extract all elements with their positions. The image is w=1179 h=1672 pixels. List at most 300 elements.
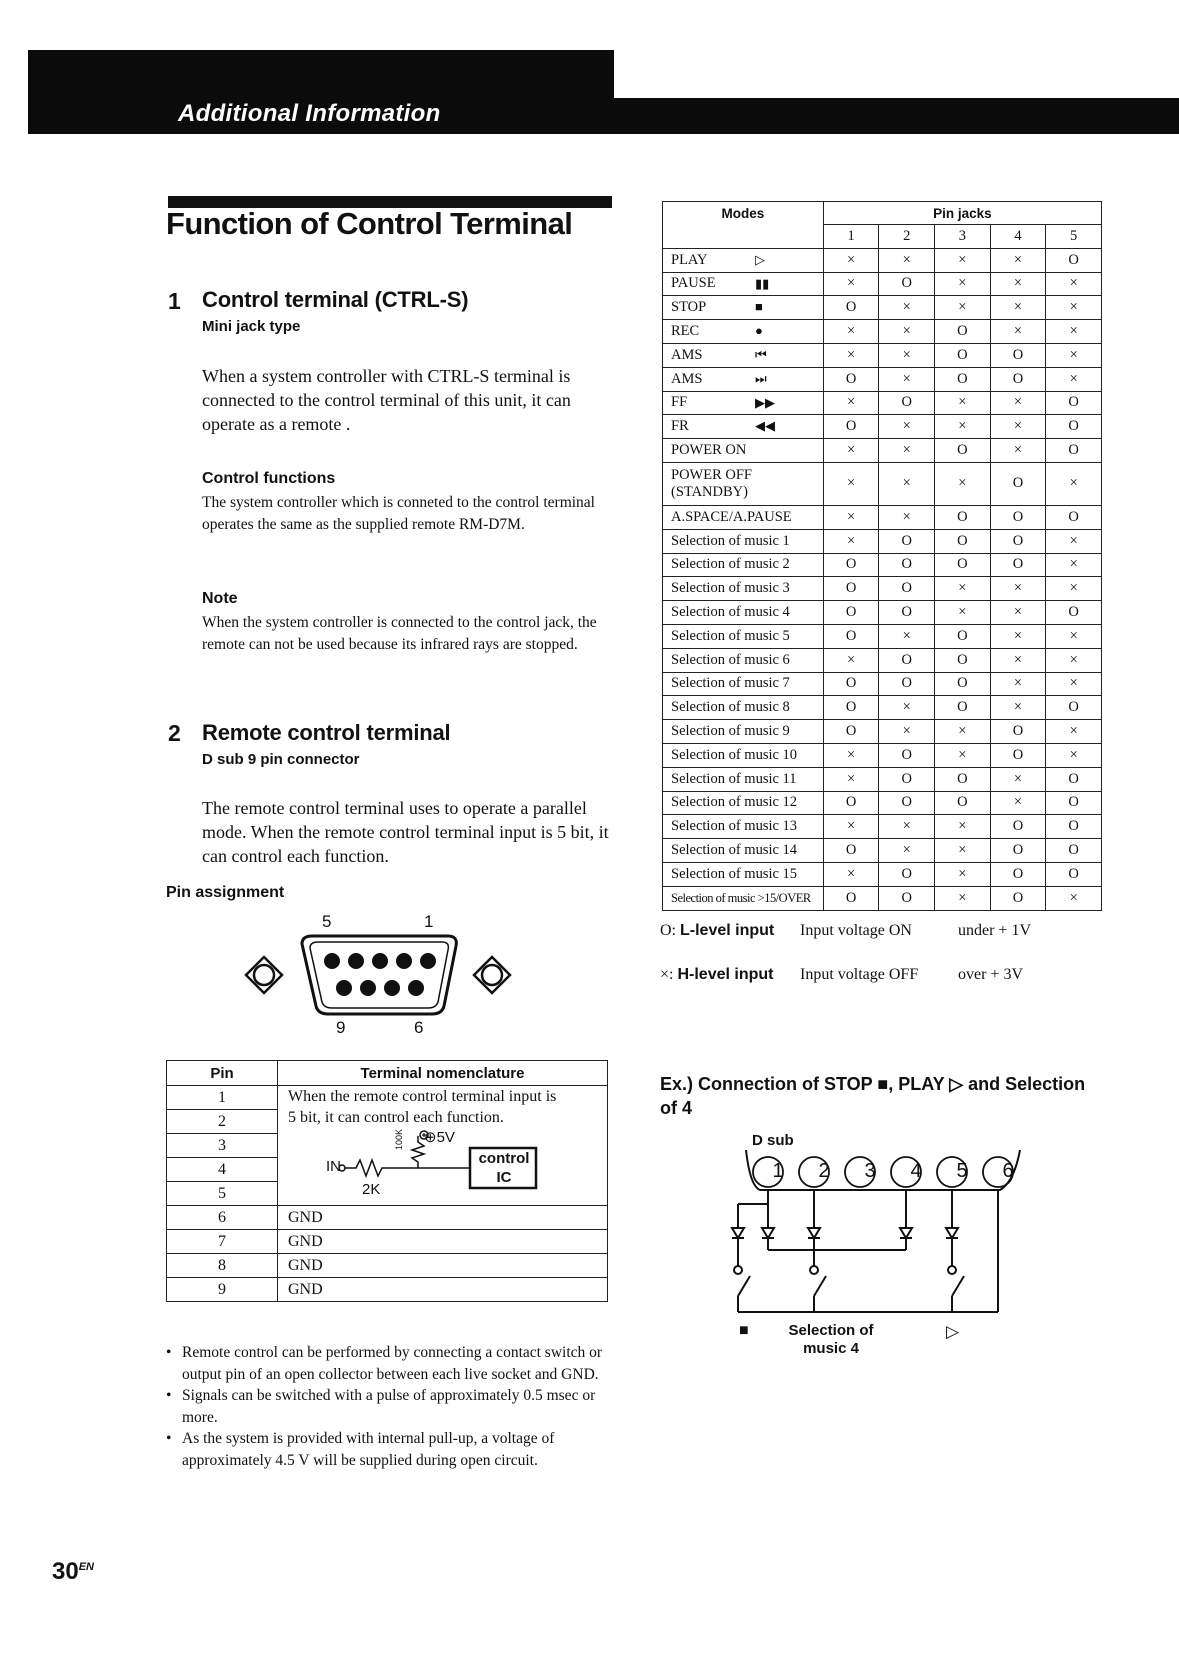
mode-name: POWER ON [671,442,747,459]
signal-pins-cell [278,1086,608,1206]
connector-label-6: 6 [414,1018,424,1037]
pin-level-cell: O [935,767,991,791]
pin-desc: GND [278,1230,608,1254]
mode-name-cell [663,648,824,672]
connector-label-9: 9 [336,1018,346,1037]
pin-level-cell: O [823,577,879,601]
play-label: ▷ [946,1322,960,1341]
mode-row [663,791,1102,815]
mode-symbol-icon: ● [755,323,763,339]
pin-level-cell: × [935,415,991,439]
mode-name-cell [663,601,824,625]
pin-level-cell: O [823,672,879,696]
pin-level-cell: O [823,296,879,320]
pin-cell: 6 [167,1206,278,1230]
mode-name-cell [663,767,824,791]
pin-level-cell: O [879,791,935,815]
mode-symbol-icon: ■ [755,299,763,315]
circuit-in-label: IN [326,1158,341,1175]
connector-label-5: 5 [322,912,332,931]
pin-level-cell: O [1046,815,1102,839]
pin-level-cell: O [823,553,879,577]
pin-level-cell: × [990,577,1046,601]
pin-level-cell: O [1046,696,1102,720]
mode-row [663,248,1102,272]
pin-level-cell: × [879,367,935,391]
pin-level-cell: × [1046,577,1102,601]
mode-name: Selection of music 7 [671,675,790,692]
pin-level-cell: O [1046,505,1102,529]
notes-bullet-list [166,1342,606,1471]
mode-symbol-icon: ⏭ [755,370,767,386]
pin-level-cell: × [935,743,991,767]
pin-level-cell: × [879,296,935,320]
pin-level-cell: × [990,248,1046,272]
pin-level-cell: × [1046,553,1102,577]
section1-subheading: Mini jack type [202,318,301,335]
pin-level-cell: O [1046,839,1102,863]
pin-level-cell: O [879,743,935,767]
pin-jack-number: 2 [879,225,935,249]
pin-level-cell: × [990,648,1046,672]
pin-level-cell: × [990,296,1046,320]
pin-level-cell: O [823,720,879,744]
mode-name-cell [663,696,824,720]
pin-level-cell: O [990,529,1046,553]
pin-level-cell: × [879,415,935,439]
mode-name-cell [663,791,824,815]
pin-level-cell: × [1046,672,1102,696]
pin-level-cell: O [990,815,1046,839]
pin-level-cell: × [990,320,1046,344]
pin-desc: GND [278,1206,608,1230]
mode-row [663,320,1102,344]
pin-level-cell: × [879,248,935,272]
pin-level-cell: × [935,839,991,863]
control-functions-text: The system controller which is conneted to the control terminal operates the same as the supplied remote RM-D7M. [202,494,595,533]
pin-level-cell: O [879,862,935,886]
mode-row [663,672,1102,696]
pin-level-cell: O [990,367,1046,391]
mode-name: AMS [671,346,703,363]
signal-description-line1: When the remote control terminal input is [288,1088,557,1105]
bullet-item: • Remote control can be performed by connecting a contact switch or output pin of an open collector between each live socket and GND. [166,1342,606,1385]
page-number-value: 30 [52,1558,79,1585]
mode-row [663,272,1102,296]
mode-row [663,624,1102,648]
pin-desc: GND [278,1278,608,1302]
header-band-right [614,98,1179,134]
pin-cell: 4 [167,1158,278,1182]
pin-level-cell: × [990,439,1046,463]
pin-level-cell: O [935,320,991,344]
pin-level-cell: × [1046,886,1102,910]
pin-level-cell: O [823,601,879,625]
mode-name-cell [663,296,824,320]
pin-level-cell: O [990,862,1046,886]
pin-level-cell: O [990,343,1046,367]
legend-label: H-level input [677,966,774,983]
pin-level-cell: × [935,886,991,910]
pin-level-cell: × [990,601,1046,625]
mode-symbol-icon: ▮▮ [755,275,770,291]
pin-level-cell: × [935,815,991,839]
note-text: When the system controller is connected to the control jack, the remote can not be used because its infrared rays are stopped. [202,614,597,653]
mode-name: REC [671,323,700,340]
pin-cell: 5 [167,1182,278,1206]
legend-l-threshold: under + 1V [958,922,1032,939]
legend-label: L-level input [680,922,775,939]
mode-name-cell [663,367,824,391]
mode-row [663,648,1102,672]
mode-symbol-icon: ▶▶ [755,394,775,410]
mode-name: Selection of music 2 [671,556,790,573]
pin-level-cell: O [990,743,1046,767]
pin-level-cell: O [1046,248,1102,272]
pin-level-cell: × [935,601,991,625]
pin-jack-number: 3 [935,225,991,249]
mode-row [663,439,1102,463]
dsub-connector-diagram [240,930,520,1020]
pin-level-cell: × [935,391,991,415]
pin-level-cell: × [823,320,879,344]
pin-level-cell: O [990,505,1046,529]
mode-row [663,743,1102,767]
mode-row [663,862,1102,886]
dsub-pin-number: 3 [864,1160,876,1182]
pin-level-cell: O [879,648,935,672]
pin-level-cell: O [879,577,935,601]
section1-heading: Control terminal (CTRL-S) [202,287,469,312]
mode-name: AMS [671,370,703,387]
pin-level-cell: × [879,839,935,863]
pin-level-cell: O [823,367,879,391]
pin-level-cell: × [1046,648,1102,672]
control-functions-heading: Control functions [202,470,336,487]
mode-name-cell [663,272,824,296]
legend-h-threshold: over + 3V [958,966,1024,983]
modes-table [662,201,1102,911]
mode-name: FR [671,418,689,435]
pin-level-cell: O [879,886,935,910]
mode-name-cell [663,743,824,767]
pin-level-cell: × [990,672,1046,696]
pin-level-cell: O [990,886,1046,910]
section2-paragraph: The remote control terminal uses to operate a parallel mode. When the remote control terminal input is 5 bit, it can control each function. [202,798,609,866]
mode-name-cell [663,815,824,839]
mode-name: Selection of music 11 [671,770,797,787]
pin-level-cell: O [935,505,991,529]
mode-name: Selection of music 8 [671,699,790,716]
pin-level-cell: × [823,767,879,791]
pin-assignment-label: Pin assignment [166,884,285,901]
circuit-supply-label: ⊕5V [424,1129,455,1146]
page-number [52,1558,94,1586]
pin-level-cell: O [935,696,991,720]
pin-level-cell: × [879,505,935,529]
mode-row [663,529,1102,553]
ic-label-line1: control [478,1150,530,1167]
pin-level-cell: × [990,696,1046,720]
mode-name: Selection of music 5 [671,627,790,644]
pin-header: Pin [167,1061,278,1086]
mode-name-cell [663,343,824,367]
pin-level-cell: × [1046,343,1102,367]
bullet-item: • As the system is provided with internal pull-up, a voltage of approximately 4.5 V will be supplied during open circuit. [166,1428,606,1471]
legend-l-level [660,922,774,940]
nomenclature-header: Terminal nomenclature [278,1061,608,1086]
mode-name-cell [663,415,824,439]
pin-level-cell: O [823,696,879,720]
pin-level-cell: O [935,529,991,553]
dsub-pin-number: 1 [772,1160,784,1182]
pin-level-cell: × [879,815,935,839]
pin-level-cell: × [823,743,879,767]
legend-l-voltage: Input voltage ON [800,922,912,939]
pin-level-cell: O [990,553,1046,577]
pin-level-cell: × [935,577,991,601]
pin-level-cell: × [1046,320,1102,344]
control-ic-box [472,1149,536,1187]
mode-row [663,505,1102,529]
signal-description-line2: 5 bit, it can control each function. [288,1109,504,1126]
mode-row [663,415,1102,439]
modes-header: Modes [663,202,824,249]
pin-level-cell: × [935,720,991,744]
pin-level-cell: O [823,624,879,648]
mode-name: POWER OFF (STANDBY) [671,466,752,500]
mode-name: Selection of music 3 [671,580,790,597]
mode-name-cell [663,886,824,910]
pin-level-cell: O [990,462,1046,505]
pin-level-cell: × [1046,462,1102,505]
pin-level-cell: × [823,862,879,886]
circuit-2k-label: 2K [362,1181,381,1198]
pin-level-cell: O [823,839,879,863]
pin-level-cell: O [935,343,991,367]
note-heading: Note [202,590,238,607]
selection-label: Selection of music 4 [788,1322,874,1357]
mode-name-cell [663,624,824,648]
pin-level-cell: × [935,462,991,505]
mode-name-cell [663,391,824,415]
pin-level-cell: × [823,343,879,367]
pin-level-cell: O [1046,415,1102,439]
mode-name-cell [663,577,824,601]
pin-level-cell: × [823,248,879,272]
pin-level-cell: × [823,272,879,296]
pin-level-cell: × [935,862,991,886]
mode-name-cell [663,862,824,886]
mode-name: FF [671,394,688,411]
pin-level-cell: × [823,439,879,463]
pin-level-cell: × [1046,743,1102,767]
mode-row [663,296,1102,320]
pin-level-cell: O [1046,439,1102,463]
pin-level-cell: O [990,839,1046,863]
mode-name: PAUSE [671,275,716,292]
legend-symbol: O: [660,922,676,939]
connector-label-1: 1 [424,912,434,931]
mode-row [663,767,1102,791]
section1-paragraph: When a system controller with CTRL-S terminal is connected to the control terminal of this unit, it can operate as a remote . [202,366,571,434]
pin-assignment-table [166,1060,608,1302]
mode-row [663,462,1102,505]
circuit-100k-label: 100K [394,1128,404,1150]
pin-jack-number: 1 [823,225,879,249]
pin-level-cell: × [990,791,1046,815]
pin-level-cell: × [990,624,1046,648]
mode-row [663,553,1102,577]
stop-label: ■ [739,1322,749,1339]
pin-level-cell: O [1046,767,1102,791]
pin-level-cell: × [823,648,879,672]
mode-name: A.SPACE/A.PAUSE [671,508,792,525]
pin-level-cell: × [990,767,1046,791]
dsub-pin-number: 4 [910,1160,922,1182]
pin-level-cell: × [1046,624,1102,648]
dsub-pin-number: 2 [818,1160,830,1182]
mode-row [663,391,1102,415]
pin-level-cell: O [935,553,991,577]
mode-row [663,815,1102,839]
pin-level-cell: O [935,439,991,463]
legend-symbol: ×: [660,966,674,983]
mode-row [663,601,1102,625]
section2-number: 2 [168,720,181,746]
pin-level-cell: × [990,391,1046,415]
pin-level-cell: × [1046,296,1102,320]
pin-level-cell: O [1046,791,1102,815]
modes-table-body [663,248,1102,910]
mode-name-cell [663,553,824,577]
pin-cell: 8 [167,1254,278,1278]
pin-level-cell: O [935,624,991,648]
pin-level-cell: O [879,767,935,791]
pin-level-cell: × [990,415,1046,439]
mode-name-cell [663,672,824,696]
mode-row [663,367,1102,391]
pin-level-cell: O [879,601,935,625]
pin-level-cell: × [879,439,935,463]
pin-level-cell: × [823,391,879,415]
dsub-pin-number: 6 [1002,1160,1014,1182]
mode-name: Selection of music 15 [671,865,798,882]
pin-level-cell: O [935,367,991,391]
example-title: Ex.) Connection of STOP ■, PLAY ▷ and Selection of 4 [660,1074,1086,1118]
mode-name: Selection of music 10 [671,746,798,763]
mode-row [663,720,1102,744]
pin-level-cell: × [990,272,1046,296]
mode-symbol-icon: ◀◀ [755,418,775,434]
mode-name: Selection of music >15/OVER [671,890,811,905]
pin-jack-number: 4 [990,225,1046,249]
pin-level-cell: O [879,553,935,577]
pin-level-cell: × [1046,720,1102,744]
pin-level-cell: O [879,672,935,696]
mode-name: STOP [671,299,707,316]
section1-number: 1 [168,288,181,314]
pin-level-cell: × [879,720,935,744]
dsub-label: D sub [752,1132,794,1149]
mode-name-cell [663,248,824,272]
pin-cell: 1 [167,1086,278,1110]
pin-cell: 9 [167,1278,278,1302]
mode-name: Selection of music 1 [671,532,790,549]
mode-name-cell [663,839,824,863]
dsub-pin-number: 5 [956,1160,968,1182]
section2-subheading: D sub 9 pin connector [202,751,360,768]
pin-cell: 3 [167,1134,278,1158]
pin-level-cell: O [935,791,991,815]
pin-level-cell: × [1046,367,1102,391]
pin-level-cell: × [1046,272,1102,296]
pin-level-cell: O [1046,391,1102,415]
mode-name: Selection of music 6 [671,651,790,668]
pin-level-cell: × [879,624,935,648]
pin-level-cell: O [879,391,935,415]
pin-level-cell: O [823,415,879,439]
mode-name-cell [663,529,824,553]
pin-level-cell: × [879,343,935,367]
page-suffix: EN [78,1561,94,1573]
mode-name-cell [663,505,824,529]
mode-name: Selection of music 14 [671,842,798,859]
pin-level-cell: × [1046,529,1102,553]
header-title: Additional Information [178,100,441,127]
pin-level-cell: × [823,815,879,839]
mode-name: Selection of music 12 [671,794,798,811]
pin-level-cell: O [1046,862,1102,886]
mode-name: PLAY [671,251,708,268]
mode-row [663,696,1102,720]
mode-name: Selection of music 9 [671,723,790,740]
pin-level-cell: × [823,529,879,553]
pin-level-cell: O [879,529,935,553]
pin-level-cell: O [823,886,879,910]
legend-h-voltage: Input voltage OFF [800,966,919,983]
pin-level-cell: O [1046,601,1102,625]
pin-desc: GND [278,1254,608,1278]
mode-row [663,343,1102,367]
pin-level-cell: × [823,462,879,505]
pin-jacks-header: Pin jacks [823,202,1101,225]
mode-name: Selection of music 4 [671,604,790,621]
pin-cell: 2 [167,1110,278,1134]
pin-level-cell: × [935,248,991,272]
pin-level-cell: O [879,272,935,296]
pin-level-cell: × [823,505,879,529]
legend-h-level [660,966,773,984]
pin-jack-number: 5 [1046,225,1102,249]
mode-symbol-icon: ▷ [755,251,765,267]
mode-name-cell [663,462,824,505]
mode-name-cell [663,720,824,744]
pin-level-cell: O [990,720,1046,744]
bullet-item: • Signals can be switched with a pulse of approximately 0.5 msec or more. [166,1385,606,1428]
mode-row [663,839,1102,863]
pin-cell: 7 [167,1230,278,1254]
pin-level-cell: × [935,296,991,320]
pin-level-cell: O [935,648,991,672]
pin-level-cell: × [879,320,935,344]
mode-name-cell [663,439,824,463]
page-title: Function of Control Terminal [166,206,573,241]
mode-row [663,577,1102,601]
pin-level-cell: × [879,696,935,720]
mode-name-cell [663,320,824,344]
ic-label-line2: IC [496,1169,512,1186]
